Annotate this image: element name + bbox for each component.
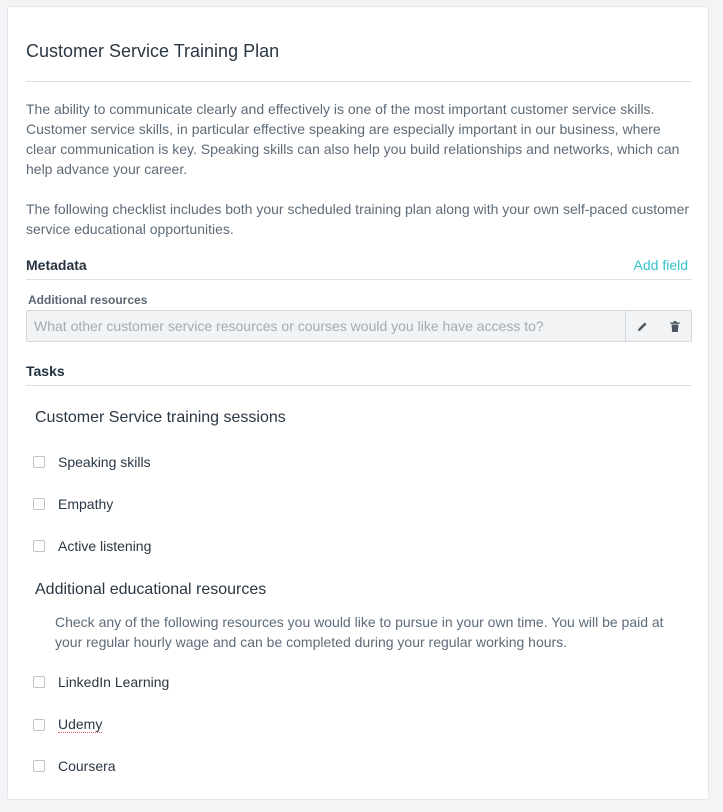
task-label: Active listening — [58, 538, 152, 554]
title-divider — [26, 81, 692, 82]
checkbox[interactable] — [33, 676, 45, 688]
checkbox[interactable] — [33, 456, 45, 468]
task-item-active-listening — [33, 538, 151, 554]
edit-field-button[interactable] — [625, 311, 658, 341]
training-sessions-heading: Customer Service training sessions — [35, 409, 286, 426]
checkbox[interactable] — [33, 540, 45, 552]
task-label: Empathy — [58, 496, 114, 512]
task-item-linkedin-learning — [33, 674, 169, 690]
checkbox[interactable] — [33, 760, 45, 772]
task-label: LinkedIn Learning — [58, 674, 170, 690]
task-item-empathy — [33, 496, 113, 512]
pencil-icon — [637, 321, 648, 332]
metadata-divider — [26, 279, 692, 280]
tasks-heading: Tasks — [26, 363, 65, 379]
checklist-paragraph: The following checklist includes both your scheduled training plan along with your own self-paced customer service educational opportunities. — [26, 201, 690, 237]
task-label: Speaking skills — [58, 454, 151, 470]
additional-resources-field — [26, 310, 692, 342]
page-title: Customer Service Training Plan — [26, 41, 280, 61]
trash-icon — [670, 321, 680, 332]
educational-resources-heading: Additional educational resources — [35, 581, 267, 598]
task-label: Coursera — [58, 758, 116, 774]
checkbox[interactable] — [33, 498, 45, 510]
task-label: Udemy — [58, 716, 103, 732]
metadata-heading: Metadata — [26, 257, 87, 273]
delete-field-button[interactable] — [658, 311, 691, 341]
task-item-coursera — [33, 758, 116, 774]
additional-resources-input[interactable] — [27, 311, 625, 341]
training-plan-card — [7, 6, 709, 800]
additional-resources-label: Additional resources — [28, 293, 148, 307]
task-item-udemy — [33, 716, 102, 733]
checkbox[interactable] — [33, 719, 45, 731]
add-field-link[interactable]: Add field — [633, 257, 688, 273]
tasks-divider — [26, 385, 692, 386]
intro-paragraph: The ability to communicate clearly and effectively is one of the most important customer service skills. Customer service skills, in particular effective speaking are especially important in our business, where clear communication is key. Speaking skills can also help you build relationships and networks, which can help advance your career. — [26, 101, 680, 177]
task-item-speaking-skills — [33, 454, 151, 470]
educational-resources-note: Check any of the following resources you would like to pursue in your own time. You will be paid at your regular hourly wage and can be completed during your regular working hours. — [55, 614, 664, 650]
